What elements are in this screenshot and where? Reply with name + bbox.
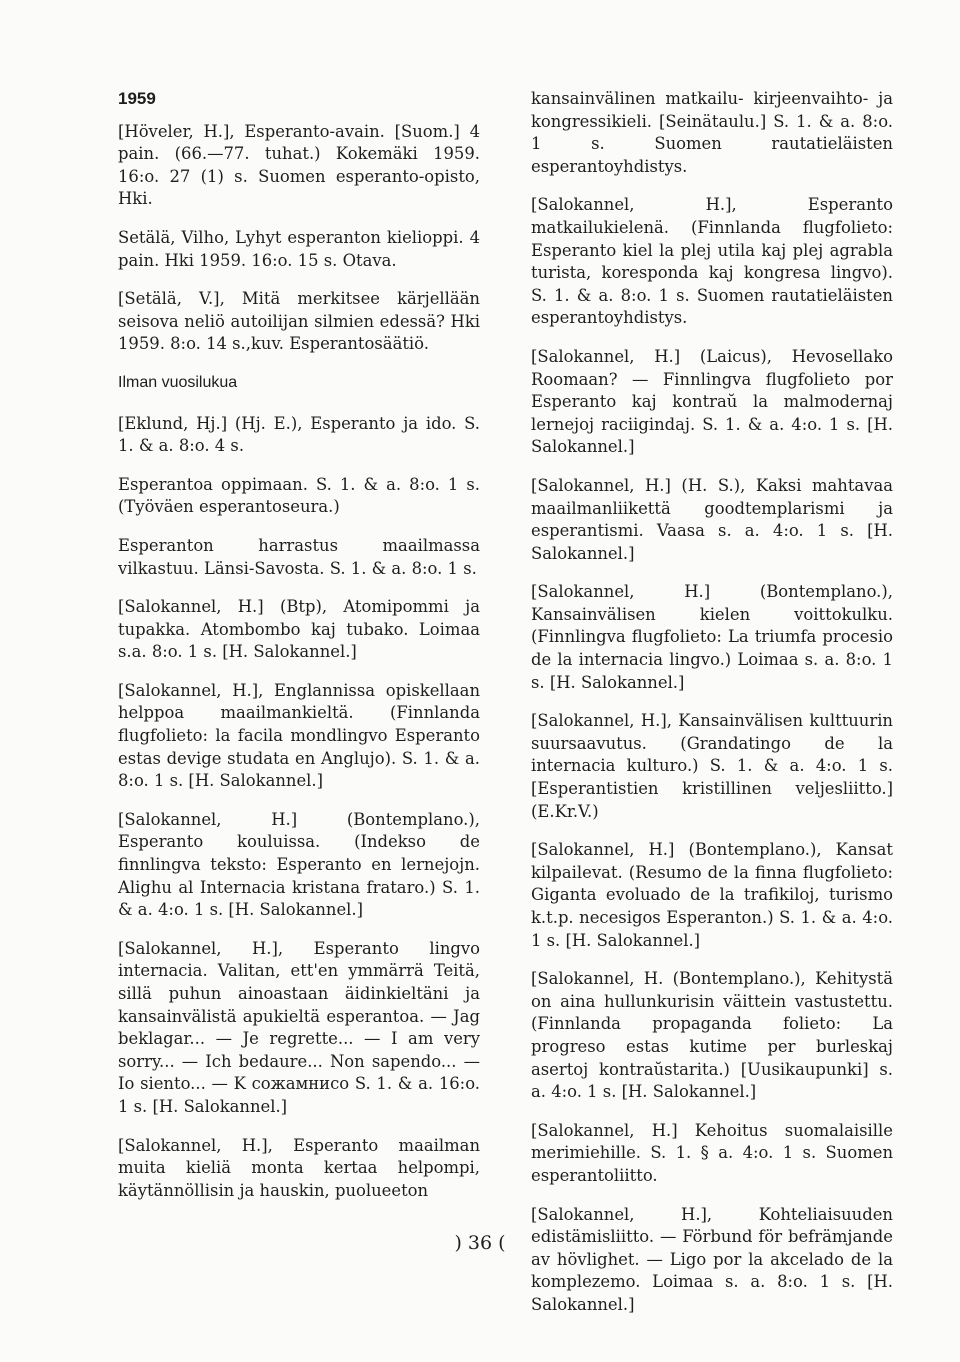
left-column xyxy=(118,88,480,1218)
bibliography-entry: Esperantoa oppimaan. S. 1. & a. 8:o. 1 s. (Työväen esperantoseura.) xyxy=(118,474,480,517)
entries-undated xyxy=(118,413,480,1203)
bibliography-entry: [Salokannel, H.], Kansainvälisen kulttuurin suursaavutus. (Grandatingo de la internacia kulturo.) S. 1. & a. 4:o. 1 s. [Esperantistien kristillinen veljesliitto.] (E.Kr.V.) xyxy=(531,711,893,821)
bibliography-entry: [Salokannel, H.] (Bontemplano.), Kansat kilpailevat. (Resumo de la finna flugfolieto: Giganta evoluado de la trafikiloj, turismo k.t.p. necesigos Esperanton.) S. 1. & a. 4:o. 1 s. [H. Salokannel.] xyxy=(531,840,893,950)
bibliography-entry: [Salokannel, H.] (H. S.), Kaksi mahtavaa maailmanliikettä goodtemplarismi ja esperantismi. Vaasa s. a. 4:o. 1 s. [H. Salokannel.] xyxy=(531,475,893,563)
page-number: ) 36 ( xyxy=(454,1232,506,1254)
bibliography-entry: [Eklund, Hj.] (Hj. E.), Esperanto ja ido. S. 1. & a. 8:o. 4 s. xyxy=(118,413,480,456)
bibliography-entry: [Salokannel, H.] (Btp), Atomipommi ja tupakka. Atombombo kaj tubako. Loimaa s.a. 8:o. 1 s. [H. Salokannel.] xyxy=(118,597,480,662)
bibliography-entry: kansainvälinen matkailu- kirjeenvaihto- ja kongressikieli. [Seinätaulu.] S. 1. & a. 8:o. 1 s. Suomen rautatieläisten esperantoyhdistys. xyxy=(531,89,893,176)
year-heading: 1959 xyxy=(118,89,156,108)
bibliography-entry: [Salokannel, H.], Esperanto matkailukielenä. (Finnlanda flugfolieto: Esperanto kiel la plej utila kaj plej agrabla turista, koresponda kaj kongresa lingvo). S. 1. & a. 8:o. 1 s. Suomen rautatieläisten esperantoyhdistys. xyxy=(531,195,893,328)
bibliography-entry: [Salokannel, H.], Englannissa opiskellaan helppoa maailmankieltä. (Finnlanda flugfolieto: la facila mondlingvo Esperanto estas devige studata en Anglujo). S. 1. & a. 8:o. 1 s. [H. Salokannel.] xyxy=(118,680,480,791)
bibliography-entry: [Salokannel, H.] (Bontemplano.), Esperanto kouluissa. (Indekso de finnlingva teksto: Esperanto en lernejojn. Alighu al Internacia kristana frataro.) S. 1. & a. 4:o. 1 s. [H. Salokannel.] xyxy=(118,809,480,920)
bibliography-entry: [Salokannel, H.] (Laicus), Hevosellako Roomaan? — Finnlingva flugfolieto por Esperanto kaj kontraŭ la malmodernaj lernejoj raciigindaj. S. 1. & a. 4:o. 1 s. [H. Salokannel.] xyxy=(531,346,893,457)
bibliography-entry: Esperanton harrastus maailmassa vilkastuu. Länsi-Savosta. S. 1. & a. 8:o. 1 s. xyxy=(118,535,480,578)
bibliography-entry: [Höveler, H.], Esperanto-avain. [Suom.] 4 pain. (66.—77. tuhat.) Kokemäki 1959. 16:o. 27 (1) s. Suomen esperanto-opisto, Hki. xyxy=(118,121,480,209)
undated-heading: Ilman vuosilukua xyxy=(118,373,238,391)
bibliography-entry: [Salokannel, H.] Kehoitus suomalaisille merimiehille. S. 1. § a. 4:o. 1 s. Suomen esperantoliitto. xyxy=(531,1120,893,1185)
right-column xyxy=(531,88,893,1333)
bibliography-entry: [Salokannel, H.] (Bontemplano.), Kansainvälisen kielen voittokulku. (Finnlingva flugfolieto: La triumfa procesio de la internacia lingvo.) Loimaa s. a. 8:o. 1 s. [H. Salokannel.] xyxy=(531,582,893,692)
bibliography-entry: [Salokannel, H.], Esperanto maailman muita kieliä monta kertaa helpompi, käytännöllisin ja hauskin, puolueeton xyxy=(118,1135,480,1200)
bibliography-entry: [Setälä, V.], Mitä merkitsee kärjellään seisova neliö autoilijan silmien edessä? Hki 1959. 8:o. 14 s.,kuv. Esperantosäätiö. xyxy=(118,289,480,354)
bibliography-entry: Setälä, Vilho, Lyhyt esperanton kielioppi. 4 pain. Hki 1959. 16:o. 15 s. Otava. xyxy=(118,227,480,270)
bibliography-entry: [Salokannel, H.], Kohteliaisuuden edistämisliitto. — Förbund för befrämjande av hövlighet. — Ligo por la akcelado de la komplezemo. Loimaa s. a. 8:o. 1 s. [H. Salokannel.] xyxy=(531,1204,893,1314)
bibliography-entry: [Salokannel, H.], Esperanto lingvo internacia. Valitan, ett'en ymmärrä Teitä, sillä puhun ainoastaan äidinkieltäni ja kansainvälistä apukieltä esperantoa. — Jag beklagar... — Je regrette... — I am very sorry... — Ich bedaure... Non sapendo... — Io siento... — K сожамнисо S. 1. & a. 16:o. 1 s. [H. Salokannel.] xyxy=(118,938,480,1116)
bibliography-entry: [Salokannel, H. (Bontemplano.), Kehitystä on aina hullunkurisin väittein vastustettu. (Finnlanda propaganda folieto: La progreso estas kutime per burleskaj asertoj kontraŭstarita.) [Uusikaupunki] s. a. 4:o. 1 s. [H. Salokannel.] xyxy=(531,969,893,1102)
entries-1959 xyxy=(118,121,480,356)
